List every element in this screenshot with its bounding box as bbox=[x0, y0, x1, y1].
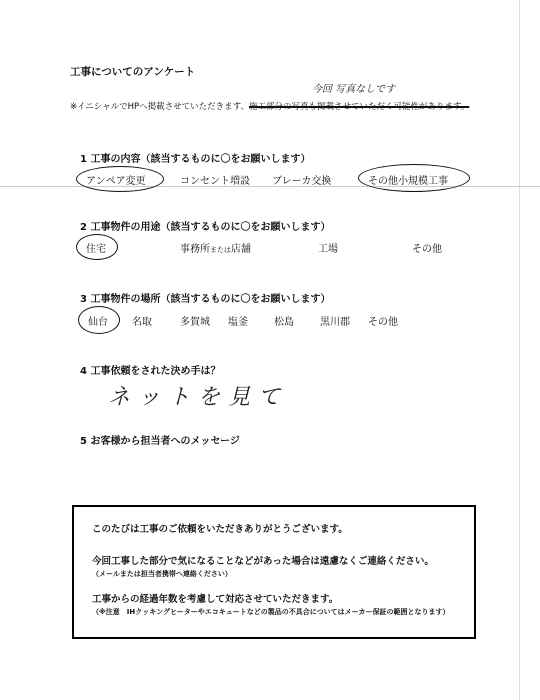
scan-edge bbox=[519, 0, 520, 700]
box-contact-sub: （メールまたは担当者携帯へ連絡ください） bbox=[92, 570, 232, 578]
q3-option-shiogama: 塩釜 bbox=[228, 317, 248, 328]
note-plain: ※イニシャルでHPへ掲載させていただきます、 bbox=[70, 102, 249, 112]
q5-label: 5 お客様から担当者へのメッセージ bbox=[80, 436, 240, 447]
note-struck: 施工部分の写真も掲載させていただく可能性があります。 bbox=[248, 102, 470, 112]
q1-option-other: その他小規模工事 bbox=[368, 176, 448, 187]
handwritten-note: 今回 写真なしです bbox=[312, 84, 396, 95]
q2-option-house: 住宅 bbox=[86, 244, 106, 255]
q3-option-kurokawa: 黒川郡 bbox=[320, 317, 350, 328]
q2-option-office bbox=[180, 240, 251, 255]
q2-office-text: 事務所 bbox=[180, 244, 210, 255]
q1-option-amp: アンペア変更 bbox=[86, 176, 146, 187]
q2-option-factory: 工場 bbox=[318, 244, 338, 255]
q1-option-breaker: ブレーカ交換 bbox=[272, 176, 332, 187]
q3-option-tagajo: 多賀城 bbox=[180, 317, 210, 328]
q2-label: 2 工事物件の用途（該当するものに〇をお願いします） bbox=[80, 222, 331, 233]
q2-or-text: または bbox=[210, 246, 231, 254]
box-aftercare: 工事からの経過年数を考慮して対応させていただきます。 bbox=[92, 594, 339, 605]
survey-title: 工事についてのアンケート bbox=[70, 66, 196, 78]
publication-note bbox=[70, 100, 469, 112]
q2-shop-text: 店舗 bbox=[231, 244, 251, 255]
q3-label: 3 工事物件の場所（該当するものに〇をお願いします） bbox=[80, 294, 331, 305]
box-thanks: このたびは工事のご依頼をいただきありがとうございます。 bbox=[92, 524, 348, 535]
q2-option-other: その他 bbox=[412, 244, 442, 255]
q3-option-matsushima: 松島 bbox=[274, 317, 294, 328]
q3-option-natori: 名取 bbox=[132, 317, 152, 328]
box-contact: 今回工事した部分で気になることなどがあった場合は遠慮なくご連絡ください。 bbox=[92, 556, 434, 567]
q1-label: 1 工事の内容（該当するものに〇をお願いします） bbox=[80, 154, 311, 165]
message-box bbox=[72, 505, 476, 639]
q4-handwritten-answer: ネットを見て bbox=[108, 385, 289, 410]
box-aftercare-sub: （※注意 IHクッキングヒーターやエコキュートなどの製品の不具合についてはメーカー保証の範囲となります） bbox=[92, 608, 450, 616]
q4-label: 4 工事依頼をされた決め手は？ bbox=[80, 366, 221, 377]
q3-option-sendai: 仙台 bbox=[88, 317, 108, 328]
q1-option-outlet: コンセント増設 bbox=[180, 176, 250, 187]
q3-option-other: その他 bbox=[368, 317, 398, 328]
